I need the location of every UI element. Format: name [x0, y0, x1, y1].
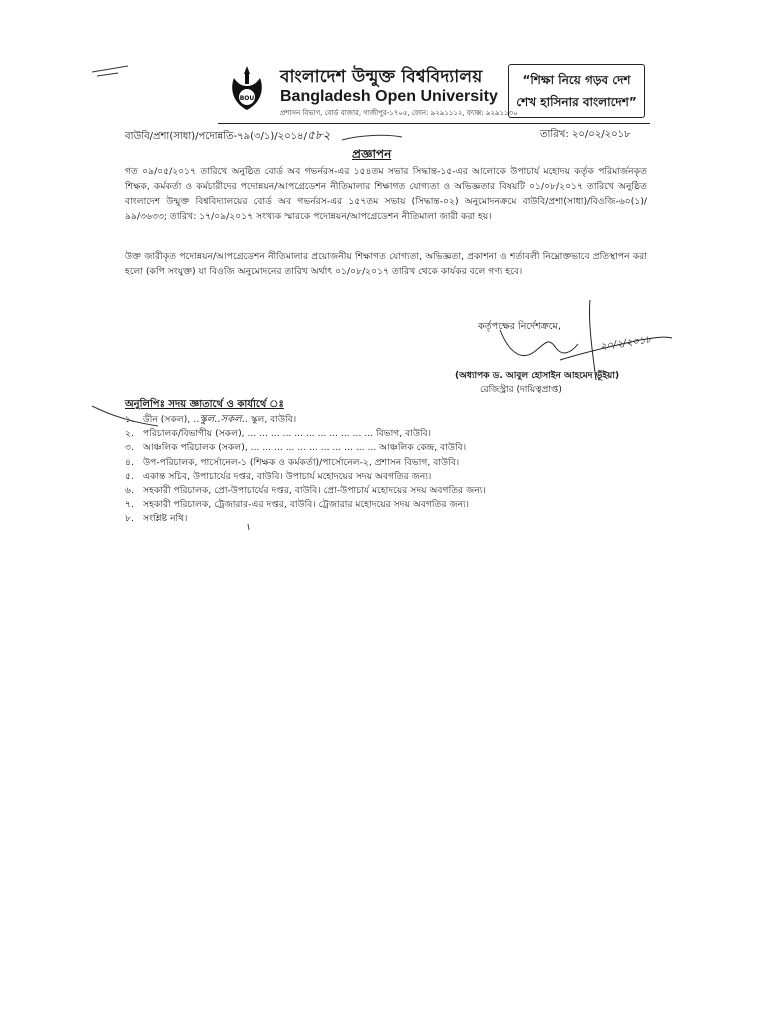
university-name-english: Bangladesh Open University: [280, 88, 498, 105]
handwritten-fill: ..স্কুল..সকল..: [193, 414, 248, 425]
memo-underline-stroke: [342, 135, 402, 140]
document-title: প্রজ্ঞাপন: [352, 147, 392, 161]
header-divider: [218, 123, 650, 124]
university-address: প্রশাসন বিভাগ, বোর্ড বাজার, গাজীপুর-১৭০৫, ফোন: ৯২৯১১১২, ফ্যাক্স: ৯২৯১১৩০: [280, 109, 518, 117]
logo-text: BOU: [239, 95, 255, 102]
signatory-name: (অধ্যাপক ড. আবুল হোসাইন আহমেদ ভূঁইয়া): [455, 371, 620, 381]
copy-to-title: অনুলিপিঃ সদয় জ্ঞাতার্থে ও কার্যার্থে ঃ: [125, 399, 284, 410]
slogan-line-1: “শিক্ষা নিয়ে গড়ব দেশ: [522, 73, 631, 87]
signature-handwritten-date: ২০/২/২০১৮: [599, 334, 653, 353]
slogan-box: [508, 64, 645, 118]
university-logo: [226, 64, 268, 114]
paragraph-1: গত ০৯/০৫/২০১৭ তারিখে অনুষ্ঠিত বোর্ড অব গভর্নরস-এর ১৫৪তম সভার সিদ্ধান্ত-১৫-এর আলোকে উপাচার্য মহোদয় কর্তৃক পরিমার্জনকৃত শিক্ষক, কর্মকর্তা ও কর্মচারীদের পদোন্নয়ন/আপগ্রেডেশন নীতিমালার শিক্ষাগত যোগ্যতা ও অভিজ্ঞতার বিষয়টি ০১/০৮/২০১৭ তারিখে অনুষ্ঠিত বাংলাদেশ উন্মুক্ত বিশ্ববিদ্যালয়ের বোর্ড অব গভর্নরস-এর ১৫৭তম সভায় (সিদ্ধান্ত-০২) অনুমোদনক্রমে বাউবি/প্রশা(সাধা)/বিওজি-৬০(১)/৯৯/৩৬৩৩; তারিখ: ১৭/০৯/২০১৭ সংখ্যক স্মারকে পদোন্নয়ন/আপগ্রেডেশন নীতিমালা জারী করা হয়।: [125, 166, 647, 222]
university-name-bangla: বাংলাদেশ উন্মুক্ত বিশ্ববিদ্যালয়: [280, 67, 483, 87]
list-item: ১. ডীন (সকল), ..স্কুল..সকল.. স্কুল, বাউবি।: [125, 414, 297, 425]
corner-pen-mark: [92, 66, 128, 76]
copy-to-list: [125, 413, 625, 527]
list-item: ৮. সংশ্লিষ্ট নথি।: [125, 513, 188, 525]
list-item: ৪. উপ-পরিচালক, পার্সোনেল-১ (শিক্ষক ও কর্মকর্তা)/পার্সোনেল-২, প্রশাসন বিভাগ, বাউবি।: [125, 456, 460, 468]
memo-handwritten-number: ৫৮২: [307, 128, 331, 142]
memo-number: [125, 127, 330, 147]
memo-date: তারিখ: ২০/০২/২০১৮: [540, 129, 631, 140]
paragraph-2: উক্ত জারীকৃত পদোন্নয়ন/আপগ্রেডেশন নীতিমালার প্রয়োজনীয় শিক্ষাগত যোগ্যতা, অভিজ্ঞতা, প্রকাশনা ও শর্তাবলী নিম্নোক্তভাবে প্রতিস্থাপন করা হলো (কপি সংযুক্ত) যা বিওজি অনুমোদনের তারিখ অর্থাৎ ০১/০৮/২০১৭ তারিখ থেকে কার্যকর বলে গণ্য হবে।: [125, 251, 647, 277]
slogan-line-2: শেখ হাসিনার বাংলাদেশ”: [516, 95, 637, 109]
list-item: ৬. সহকারী পরিচালক, প্রো-উপাচার্যের দপ্তর, বাউবি। প্রো-উপাচার্য মহোদয়ের সদয় অবগতির জন্য।: [125, 485, 486, 497]
memo-number-text: বাউবি/প্রশা(সাধা)/পদোন্নতি-৭৯(৩/১)/২০১৪/: [125, 131, 308, 142]
list-item: ৫. একান্ত সচিব, উপাচার্যের দপ্তর, বাউবি। উপাচার্য মহোদয়ের সদয় অবগতির জন্য।: [125, 470, 432, 482]
list-item: ২. পরিচালক/বিভাগীয় (সকল), ... ... ... ... ... ... ... ... ... ... ... বিভাগ, বাউবি।: [125, 428, 432, 440]
authority-order-line: কর্তৃপক্ষের নির্দেশক্রমে,: [478, 321, 561, 332]
signatory-title: রেজিস্ট্রার (দায়িত্বপ্রাপ্ত): [480, 385, 562, 395]
list-item: ৩. আঞ্চলিক পরিচালক (সকল), ... ... ... ... ... ... ... ... ... ... ... আঞ্চলিক কেন্দ্র, বাউবি।: [125, 442, 467, 454]
list-item: ৭. সহকারী পরিচালক, ট্রেজারার-এর দপ্তর, বাউবি। ট্রেজারার মহোদয়ের সদয় অবগতির জন্য।: [125, 499, 470, 511]
